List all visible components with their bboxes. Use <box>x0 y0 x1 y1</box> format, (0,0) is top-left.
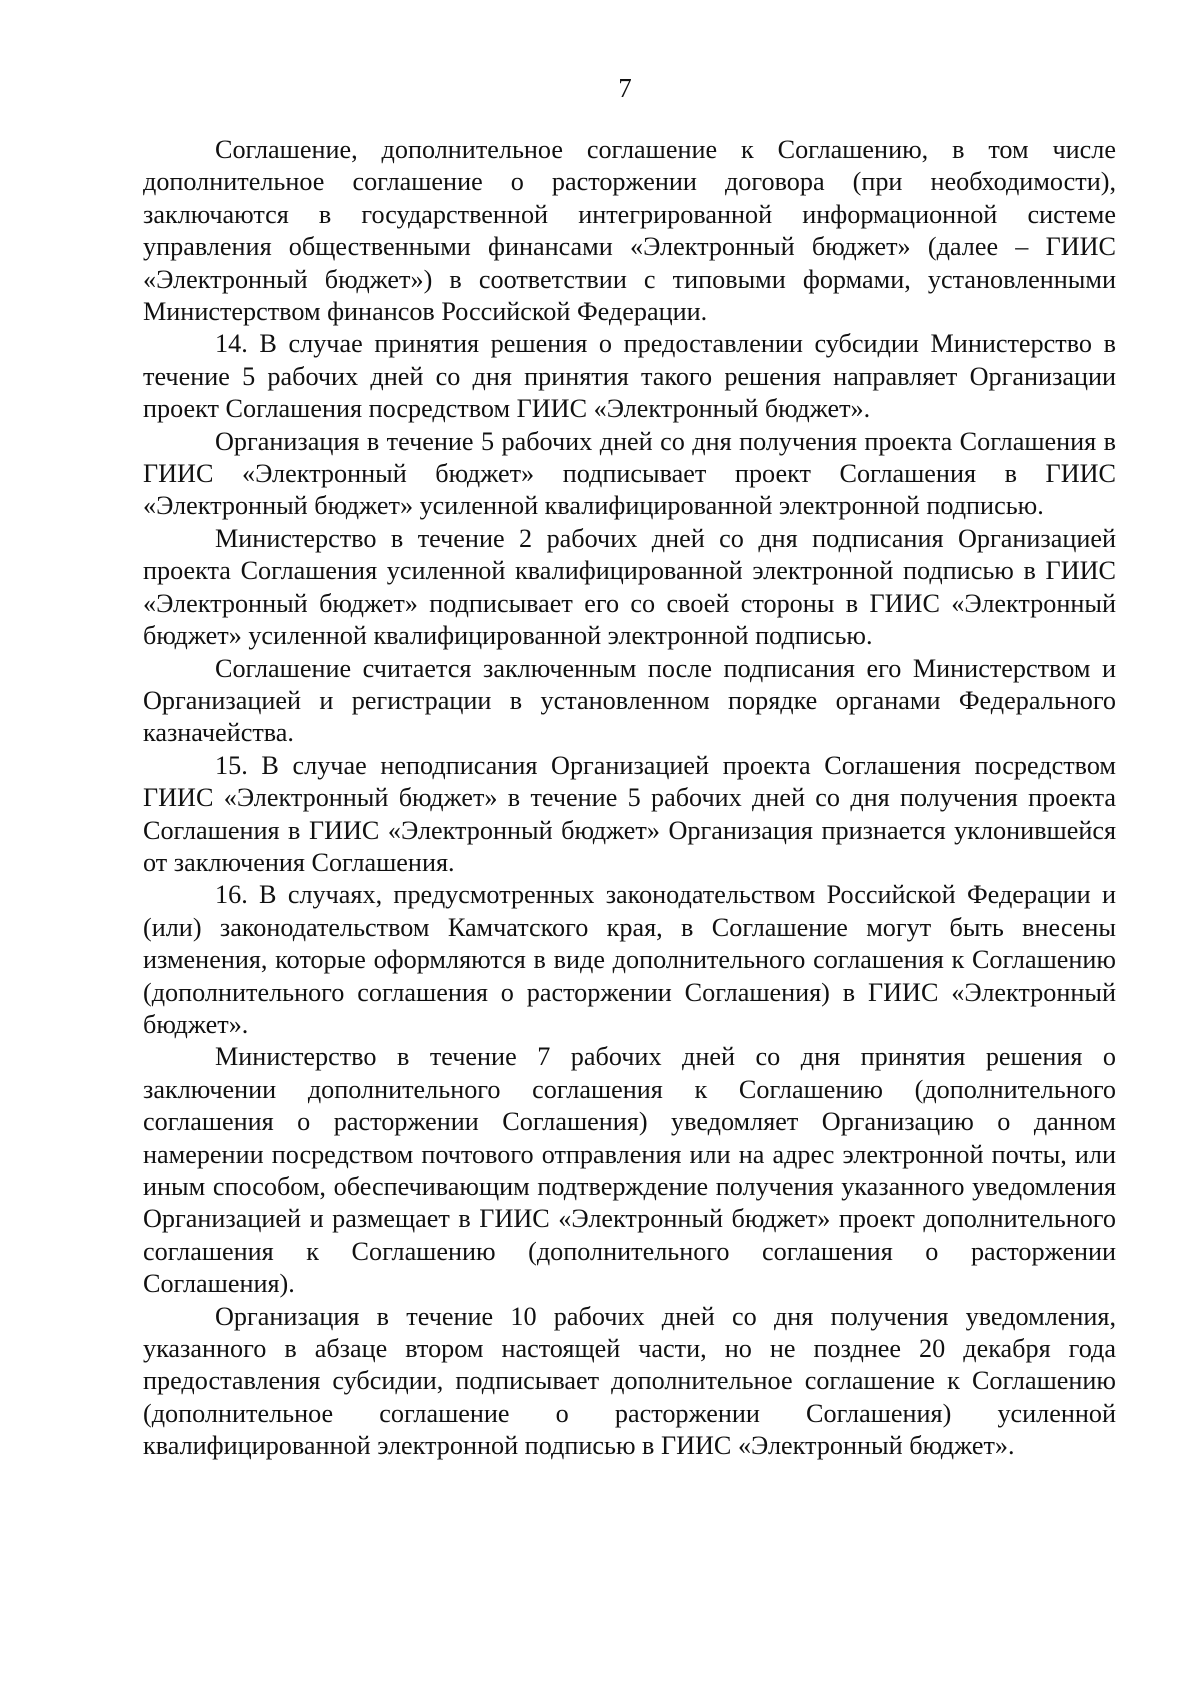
paragraph-agreement-conclusion: Соглашение, дополнительное соглашение к Соглашению, в том числе дополнительное соглашение о расторжении договора (при необходимости), заключаются в государственной интегрированной информационной системе управления общественными финансами «Электронный бюджет» (далее – ГИИС «Электронный бюджет») в соответствии с типовыми формами, установленными Министерством финансов Российской Федерации. <box>143 135 1116 327</box>
paragraph-14: 14. В случае принятия решения о предоставлении субсидии Министерство в течение 5 рабочих дней со дня принятия такого решения направляет Организации проект Соглашения посредством ГИИС «Электронный бюджет». <box>143 329 1116 424</box>
document-body <box>143 134 1116 1463</box>
paragraph-ministry-notification: Министерство в течение 7 рабочих дней со дня принятия решения о заключении дополнительного соглашения к Соглашению (дополнительного соглашения о расторжении Соглашения) уведомляет Организацию о данном намерении посредством почтового отправления или на адрес электронной почты, или иным способом, обеспечивающим подтверждение получения указанного уведомления Организацией и размещает в ГИИС «Электронный бюджет» проект дополнительного соглашения к Соглашению (дополнительного соглашения о расторжении Соглашения). <box>143 1042 1116 1299</box>
paragraph-organization-additional-signing: Организация в течение 10 рабочих дней со дня получения уведомления, указанного в абзаце втором настоящей части, но не позднее 20 декабря года предоставления субсидии, подписывает дополнительное соглашение к Соглашению (дополнительное соглашение о расторжении Соглашения) усиленной квалифицированной электронной подписью в ГИИС «Электронный бюджет». <box>143 1301 1116 1461</box>
paragraph-15: 15. В случае неподписания Организацией проекта Соглашения посредством ГИИС «Электронный бюджет» в течение 5 рабочих дней со дня получения проекта Соглашения в ГИИС «Электронный бюджет» Организация признается уклонившейся от заключения Соглашения. <box>143 750 1116 877</box>
paragraph-ministry-signing: Министерство в течение 2 рабочих дней со дня подписания Организацией проекта Соглашения усиленной квалифицированной электронной подписью в ГИИС «Электронный бюджет» подписывает его со своей стороны в ГИИС «Электронный бюджет» усиленной квалифицированной электронной подписью. <box>143 523 1116 651</box>
paragraph-agreement-concluded: Соглашение считается заключенным после подписания его Министерством и Организацией и регистрации в установленном порядке органами Федерального казначейства. <box>143 653 1116 748</box>
paragraph-16: 16. В случаях, предусмотренных законодательством Российской Федерации и (или) законодательством Камчатского края, в Соглашение могут быть внесены изменения, которые оформляются в виде дополнительного соглашения к Соглашению (дополнительного соглашения о расторжении Соглашения) в ГИИС «Электронный бюджет». <box>143 880 1116 1039</box>
page-number: 7 <box>618 73 632 103</box>
paragraph-organization-signing: Организация в течение 5 рабочих дней со дня получения проекта Соглашения в ГИИС «Электронный бюджет» подписывает проект Соглашения в ГИИС «Электронный бюджет» усиленной квалифицированной электронной подписью. <box>143 426 1116 521</box>
